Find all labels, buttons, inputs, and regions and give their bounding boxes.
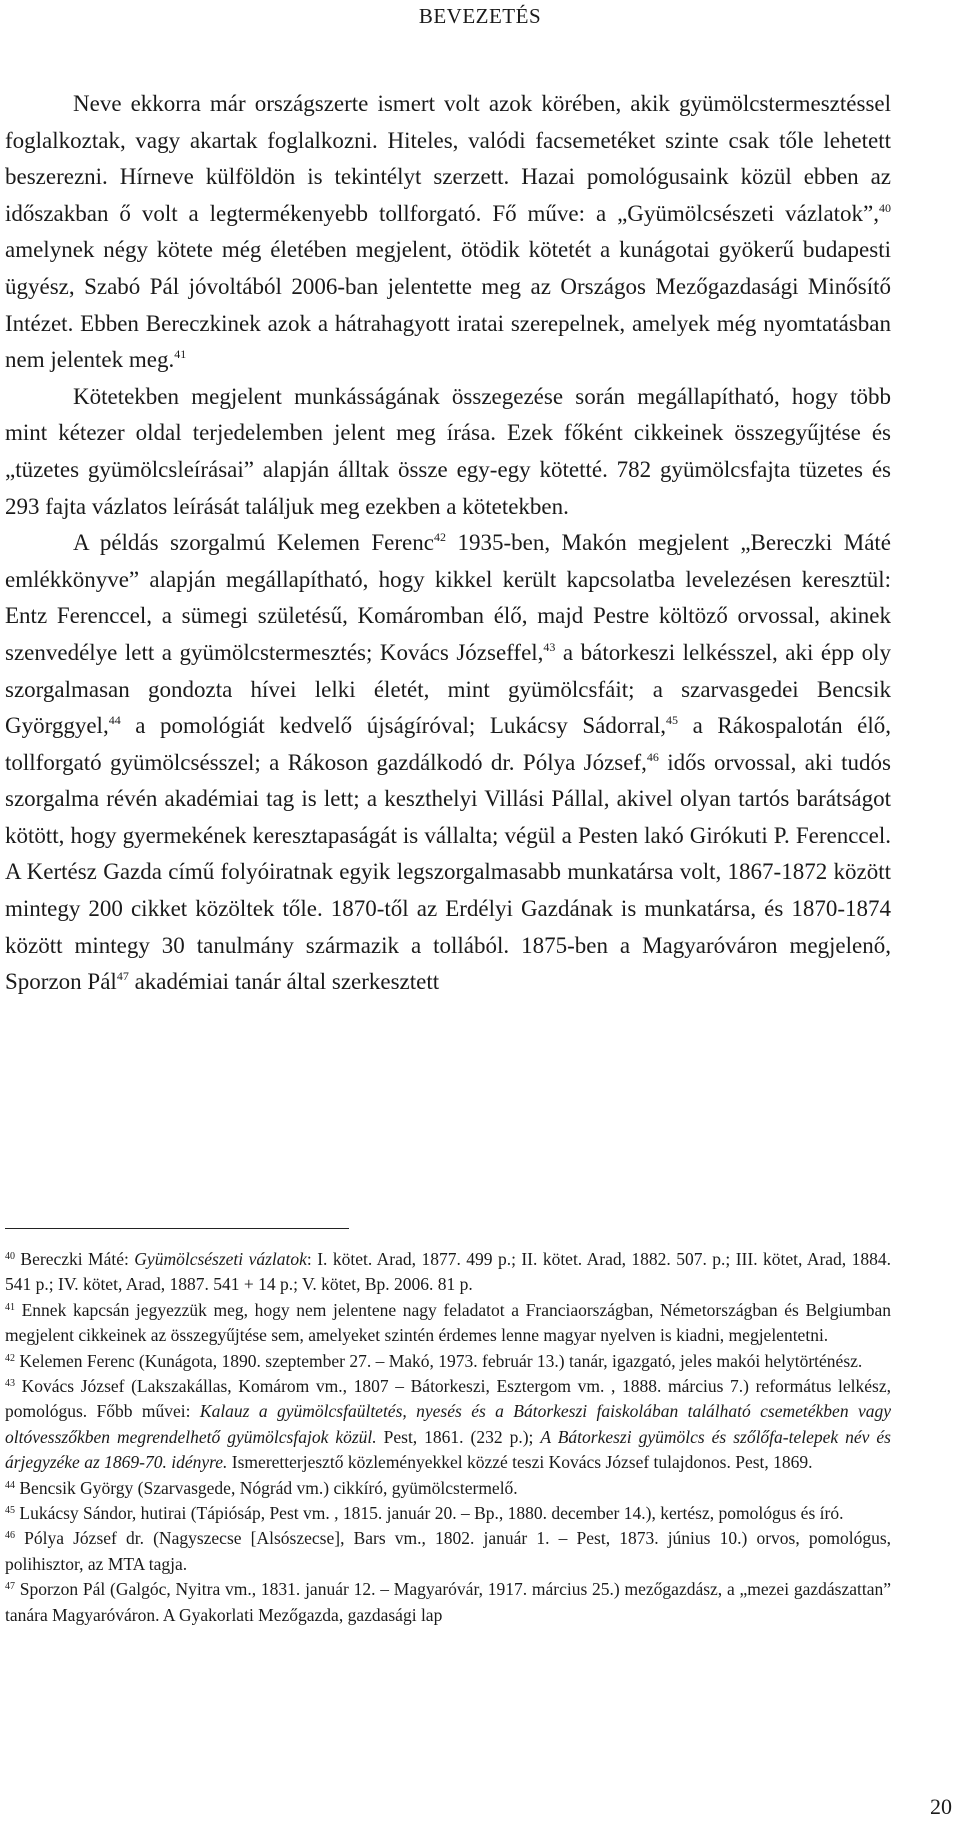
paragraph-1-text: Neve ekkorra már országszerte ismert volt azok körében, akik gyümölcstermesztéssel foglalkoztak, vagy akartak foglalkozni. Hiteles, valódi facsemetéket szinte csak tőle lehetett beszerezni. Hírneve külföldön is tekintélyt szerzett. Hazai pomológusaink közül ebben az időszakban ő volt a legtermékenyebb tollforgató. Fő műve: a „Gyümölcsészeti vázlatok”, xyxy=(5,91,891,226)
footnote-42-text: Kelemen Ferenc (Kunágota, 1890. szeptember 27. – Makó, 1973. február 13.) tanár, igazgató, jeles makói helytörténész. xyxy=(15,1350,863,1371)
footnote-mark-46: 46 xyxy=(5,1530,15,1542)
footnote-41 xyxy=(5,1298,891,1349)
body-text xyxy=(5,86,891,1001)
paragraph-2: Kötetekben megjelent munkásságának összegezése során megállapítható, hogy több mint kétezer oldal terjedelemben jelent meg írása. Ezek főként cikkeinek összegyűjtése és „tüzetes gyümölcsleírásai” alapján álltak össze egy-egy kötetté. 782 gyümölcsfajta tüzetes és 293 fajta vázlatos leírását találjuk meg ezekben a kötetekben. xyxy=(5,383,891,519)
footnote-mark-41: 41 xyxy=(5,1301,15,1313)
footnote-ref-45[interactable]: 45 xyxy=(666,713,679,728)
footnote-ref-41[interactable]: 41 xyxy=(174,347,187,362)
footnote-43-title-2: A Bátorkeszi gyümölcs és szőlőfa-telepek név és árjegyzéke az 1869-70. idényre. xyxy=(5,1426,891,1473)
paragraph-1-text-cont: amelynek négy kötete még életében megjelent, ötödik kötetét a kunágotai gyökerű budapesti ügyész, Szabó Pál jóvoltából 2006-ban jelentette meg az Országos Mezőgazdasági Minősítő Intézet. Ebben Bereczkinek azok a hátrahagyott iratai szerepelnek, amelyek még nyomtatásban nem jelentek meg. xyxy=(5,237,891,373)
footnote-43-text-a: Kovács József (Lakszakállas, Komárom vm., 1807 – Bátorkeszi, Esztergom vm. , 1888. március 7.) református lelkész, pomológus. Főbb művei: xyxy=(5,1376,891,1422)
footnote-mark-42: 42 xyxy=(5,1352,15,1364)
paragraph-3-text-f: idős orvossal, aki tudós szorgalma révén akadémiai tag is lett; a keszthelyi Villási Pállal, akivel olyan tartós barátságot kötött, hogy gyermekének keresztapaságát is vállalta; végül a Pesten lakó Girókuti P. Ferenccel. A Kertész Gazda című folyóiratnak egyik legszorgalmasabb munkatársa volt, 1867-1872 között mintegy 200 cikket közöltek tőle. 1870-től az Erdélyi Gazdának is munkatársa, és 1870-1874 között mintegy 30 tanulmány származik a tollából. 1875-ben a Magyaróváron megjelenő, Sporzon Pál xyxy=(5,749,891,995)
footnote-ref-42[interactable]: 42 xyxy=(433,530,446,545)
footnote-40-text-a: Bereczki Máté: xyxy=(15,1249,135,1269)
paragraph-1 xyxy=(5,86,891,379)
footnote-46 xyxy=(5,1526,891,1577)
footnote-45-text: Lukácsy Sándor, hutirai (Tápiósáp, Pest vm. , 1815. január 20. – Bp., 1880. december 14.), kertész, pomológus és író. xyxy=(15,1503,844,1524)
footnote-mark-45: 45 xyxy=(5,1505,15,1517)
running-head: BEVEZETÉS xyxy=(418,4,542,28)
footnote-44-text: Bencsik György (Szarvasgede, Nógrád vm.) cikkíró, gyümölcstermelő. xyxy=(15,1477,518,1498)
footnote-43-text-b: Pest, 1861. (232 p.); xyxy=(376,1426,541,1447)
footnote-mark-40: 40 xyxy=(5,1251,15,1262)
footnote-45 xyxy=(5,1501,891,1526)
paragraph-3-text-c: a bátorkeszi lelkésszel, aki épp oly szorgalmasan gondozta hívei lelki életét, mint gyümölcsfáit; a szarvasgedei Bencsik Györggyel, xyxy=(5,639,891,739)
footnote-47-text: Sporzon Pál (Galgóc, Nyitra vm., 1831. január 12. – Magyaróvár, 1917. március 25.) mezőgazdász, a „mezei gazdászattan” tanára Magyaróváron. A Gyakorlati Mezőgazda, gazdasági lap xyxy=(5,1579,891,1625)
page-number: 20 xyxy=(930,1794,952,1819)
footnote-mark-47: 47 xyxy=(5,1581,15,1593)
footnote-ref-43[interactable]: 43 xyxy=(543,639,556,654)
footnote-44 xyxy=(5,1476,891,1501)
footnote-mark-43: 43 xyxy=(5,1378,15,1390)
paragraph-3 xyxy=(5,525,891,1001)
footnote-43 xyxy=(5,1374,891,1476)
paragraph-3-text-b: 1935-ben, Makón megjelent „Bereczki Máté emlékkönyve” alapján megállapítható, hogy kikkel került kapcsolatba levelezésen keresztül: Entz Ferenccel, a sümegi születésű, Komáromban élő, majd Pestre költöző orvossal, akinek szenvedélye lett a gyümölcstermesztés; Kovács Józseffel, xyxy=(5,530,891,665)
footnote-ref-40[interactable]: 40 xyxy=(879,200,891,215)
paragraph-3-text-g: akadémiai tanár által szerkesztett xyxy=(128,969,440,995)
footnote-ref-47[interactable]: 47 xyxy=(116,969,129,984)
footnote-40-text-b: : I. kötet. Arad, 1877. 499 p.; II. kötet. Arad, 1882. 507. p.; III. kötet, Arad, 1884. 541 p.; IV. kötet, Arad, 1887. 541 + 14 p.; V. kötet, Bp. 2006. 81 p. xyxy=(5,1249,891,1295)
footnotes xyxy=(5,1247,891,1628)
footnote-43-text-c: Ismeretterjesztő közleményekkel közzé teszi Kovács József tulajdonos. Pest, 1869. xyxy=(227,1452,813,1473)
footnote-47 xyxy=(5,1577,891,1628)
paragraph-3-text-d: a pomológiát kedvelő újságíróval; Lukácsy Sádorral, xyxy=(120,713,667,739)
footnote-42 xyxy=(5,1349,891,1374)
footnote-ref-46[interactable]: 46 xyxy=(646,749,659,764)
footnote-ref-44[interactable]: 44 xyxy=(108,713,121,728)
footnote-40 xyxy=(5,1247,891,1298)
paragraph-3-text-e: a Rákospalotán élő, tollforgató gyümölcsésszel; a Rákoson gazdálkodó dr. Pólya József, xyxy=(5,713,891,775)
footnote-46-text: Pólya József dr. (Nagyszecse [Alsószecse], Bars vm., 1802. január 1. – Pest, 1873. június 10.) orvos, pomológus, polihisztor, az MTA tagja. xyxy=(5,1528,891,1574)
footnote-mark-44: 44 xyxy=(5,1479,15,1491)
paragraph-3-text-a: A példás szorgalmú Kelemen Ferenc xyxy=(73,530,434,556)
footnote-separator xyxy=(5,1228,349,1229)
footnote-43-title-1: Kalauz a gyümölcsfaültetés, nyesés és a Bátorkeszi faiskolában található csemetékben vagy oltóvesszőkben megrendelhető gyümölcsfajok közül. xyxy=(5,1401,891,1447)
footnote-41-text: Ennek kapcsán jegyezzük meg, hogy nem jelentene nagy feladatot a Franciaországban, Németországban és Belgiumban megjelent cikkeinek az összegyűjtése sem, amelyeket szintén érdemes lenne magyar nyelven is kiadni, megjelentetni. xyxy=(5,1299,891,1346)
footnote-40-title: Gyümölcsészeti vázlatok xyxy=(134,1249,307,1269)
